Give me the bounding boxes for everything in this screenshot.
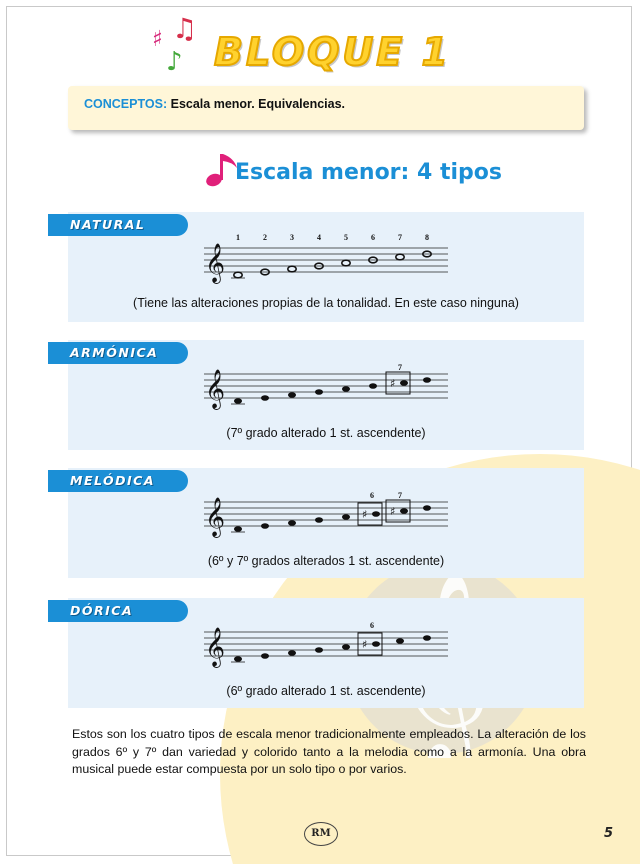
caption-dorica: (6º grado alterado 1 st. ascendente)	[226, 684, 426, 698]
degree-number: 7	[398, 491, 402, 500]
degree-number: 7	[398, 233, 402, 242]
staff-melodica	[204, 488, 448, 552]
tab-natural: NATURAL	[48, 214, 188, 236]
staff-natural	[204, 230, 448, 294]
publisher-logo: RM	[304, 822, 338, 846]
degree-number: 5	[344, 233, 348, 242]
sharp-icon: ♯	[390, 377, 396, 390]
music-notes-icon	[150, 12, 212, 74]
staff-dorica	[204, 618, 448, 682]
sharp-icon: ♯	[390, 505, 396, 518]
svg-text:𝄞: 𝄞	[205, 627, 226, 667]
degree-number: 3	[290, 233, 294, 242]
tab-dorica: DÓRICA	[48, 600, 188, 622]
degree-number: 1	[236, 233, 240, 242]
concepts-label: CONCEPTOS:	[84, 97, 168, 111]
concepts-box	[68, 86, 584, 130]
caption-natural: (Tiene las alteraciones propias de la tonalidad. En este caso ninguna)	[133, 296, 519, 310]
caption-armonica: (7º grado alterado 1 st. ascendente)	[226, 426, 426, 440]
sharp-icon: ♯	[362, 508, 368, 521]
body-paragraph: Estos son los cuatro tipos de escala menor tradicionalmente empleados. La alteración de los grados 6º y 7º dan variedad y colorido tanto a la melodia como a la armonía. Una obra musical puede estar compuesta por un solo tipo o por varios.	[72, 727, 586, 776]
sharp-icon: ♯	[362, 638, 368, 651]
treble-clef-icon: 𝄞	[205, 243, 226, 283]
svg-text:♪: ♪	[166, 47, 183, 74]
tab-armonica: ARMÓNICA	[48, 342, 188, 364]
tab-melodica: MELÓDICA	[48, 470, 188, 492]
degree-number: 6	[370, 621, 374, 630]
degree-number: 6	[370, 491, 374, 500]
degree-number: 7	[398, 363, 402, 372]
page-number: 5	[604, 826, 614, 841]
degree-number: 2	[263, 233, 267, 242]
degree-number: 8	[425, 233, 429, 242]
concepts-text: Escala menor. Equivalencias.	[170, 97, 346, 111]
svg-text:♫: ♫	[172, 12, 198, 45]
page-title: BLOQUE 1	[214, 30, 451, 74]
degree-number: 6	[371, 233, 375, 242]
svg-text:𝄞: 𝄞	[205, 497, 226, 537]
staff-armonica	[204, 360, 448, 424]
svg-text:𝄞: 𝄞	[205, 369, 226, 409]
caption-melodica: (6º y 7º grados alterados 1 st. ascendente)	[207, 554, 445, 568]
svg-text:♯: ♯	[152, 27, 163, 52]
degree-number: 4	[317, 233, 321, 242]
section-heading: Escala menor: 4 tipos	[235, 160, 502, 185]
